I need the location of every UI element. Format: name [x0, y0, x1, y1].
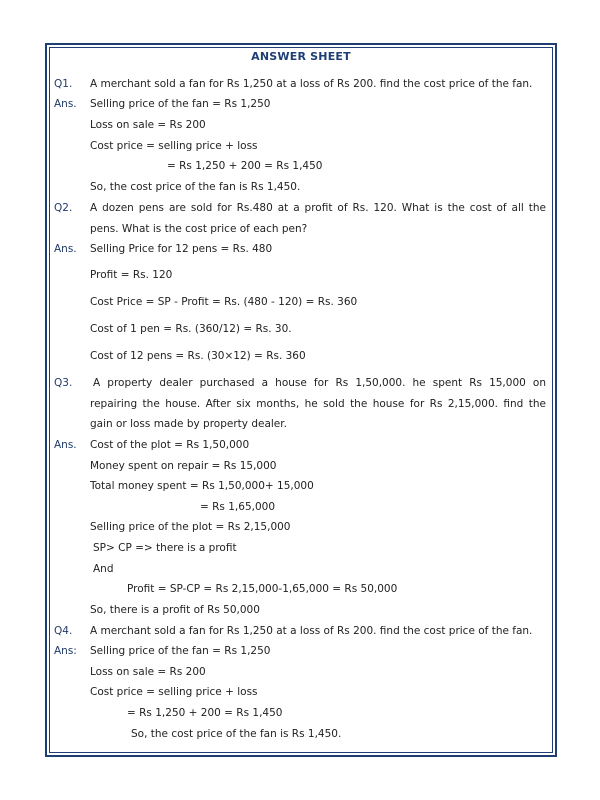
q3-label: Q3.	[54, 377, 73, 389]
q4-ans-label: Ans:	[54, 645, 77, 657]
q4-question: A merchant sold a fan for Rs 1,250 at a loss of Rs 200. find the cost price of the fan.	[90, 625, 533, 637]
q2-ans-line: Selling Price for 12 pens = Rs. 480	[90, 243, 273, 255]
q3-ans-line: Selling price of the plot = Rs 2,15,000	[90, 521, 291, 533]
q2-ans-line: Cost of 1 pen = Rs. (360/12) = Rs. 30.	[90, 323, 292, 335]
q1-question: A merchant sold a fan for Rs 1,250 at a loss of Rs 200. find the cost price of the fan.	[90, 78, 533, 90]
q4-ans-line: So, the cost price of the fan is Rs 1,450.	[131, 728, 342, 740]
q2-ans-line: Cost of 12 pens = Rs. (30×12) = Rs. 360	[90, 350, 306, 362]
q1-ans-line: Loss on sale = Rs 200	[90, 119, 206, 131]
q2-label: Q2.	[54, 202, 73, 214]
q1-ans-line: = Rs 1,250 + 200 = Rs 1,450	[167, 160, 323, 172]
q3-ans-line: Profit = SP-CP = Rs 2,15,000-1,65,000 = Rs 50,000	[127, 583, 398, 595]
q3-ans-line: So, there is a profit of Rs 50,000	[90, 604, 260, 616]
q3-question-line: gain or loss made by property dealer.	[90, 418, 287, 430]
q3-question-line: A property dealer purchased a house for Rs 1,50,000. he spent Rs 15,000 on	[93, 377, 546, 389]
q3-ans-line: Total money spent = Rs 1,50,000+ 15,000	[90, 480, 314, 492]
q1-ans-line: Cost price = selling price + loss	[90, 140, 258, 152]
q1-ans-line: Selling price of the fan = Rs 1,250	[90, 98, 271, 110]
q3-ans-line: SP> CP => there is a profit	[93, 542, 237, 554]
q3-ans-line: And	[93, 563, 114, 575]
q3-ans-line: = Rs 1,65,000	[200, 501, 275, 513]
q2-question-line: A dozen pens are sold for Rs.480 at a profit of Rs. 120. What is the cost of all the	[90, 202, 546, 214]
q1-ans-label: Ans.	[54, 98, 77, 110]
answer-sheet-title: ANSWER SHEET	[251, 50, 351, 63]
q1-label: Q1.	[54, 78, 73, 90]
q1-ans-line: So, the cost price of the fan is Rs 1,450.	[90, 181, 301, 193]
q2-ans-label: Ans.	[54, 243, 77, 255]
q3-question-line: repairing the house. After six months, he sold the house for Rs 2,15,000. find the	[90, 398, 546, 410]
q2-question-line: pens. What is the cost price of each pen?	[90, 223, 308, 235]
q3-ans-label: Ans.	[54, 439, 77, 451]
q4-ans-line: Loss on sale = Rs 200	[90, 666, 206, 678]
q2-ans-line: Cost Price = SP - Profit = Rs. (480 - 120) = Rs. 360	[90, 296, 358, 308]
q3-ans-line: Cost of the plot = Rs 1,50,000	[90, 439, 250, 451]
q4-label: Q4.	[54, 625, 73, 637]
q2-ans-line: Profit = Rs. 120	[90, 269, 173, 281]
q3-ans-line: Money spent on repair = Rs 15,000	[90, 460, 277, 472]
q4-ans-line: = Rs 1,250 + 200 = Rs 1,450	[127, 707, 283, 719]
q4-ans-line: Selling price of the fan = Rs 1,250	[90, 645, 271, 657]
q4-ans-line: Cost price = selling price + loss	[90, 686, 258, 698]
